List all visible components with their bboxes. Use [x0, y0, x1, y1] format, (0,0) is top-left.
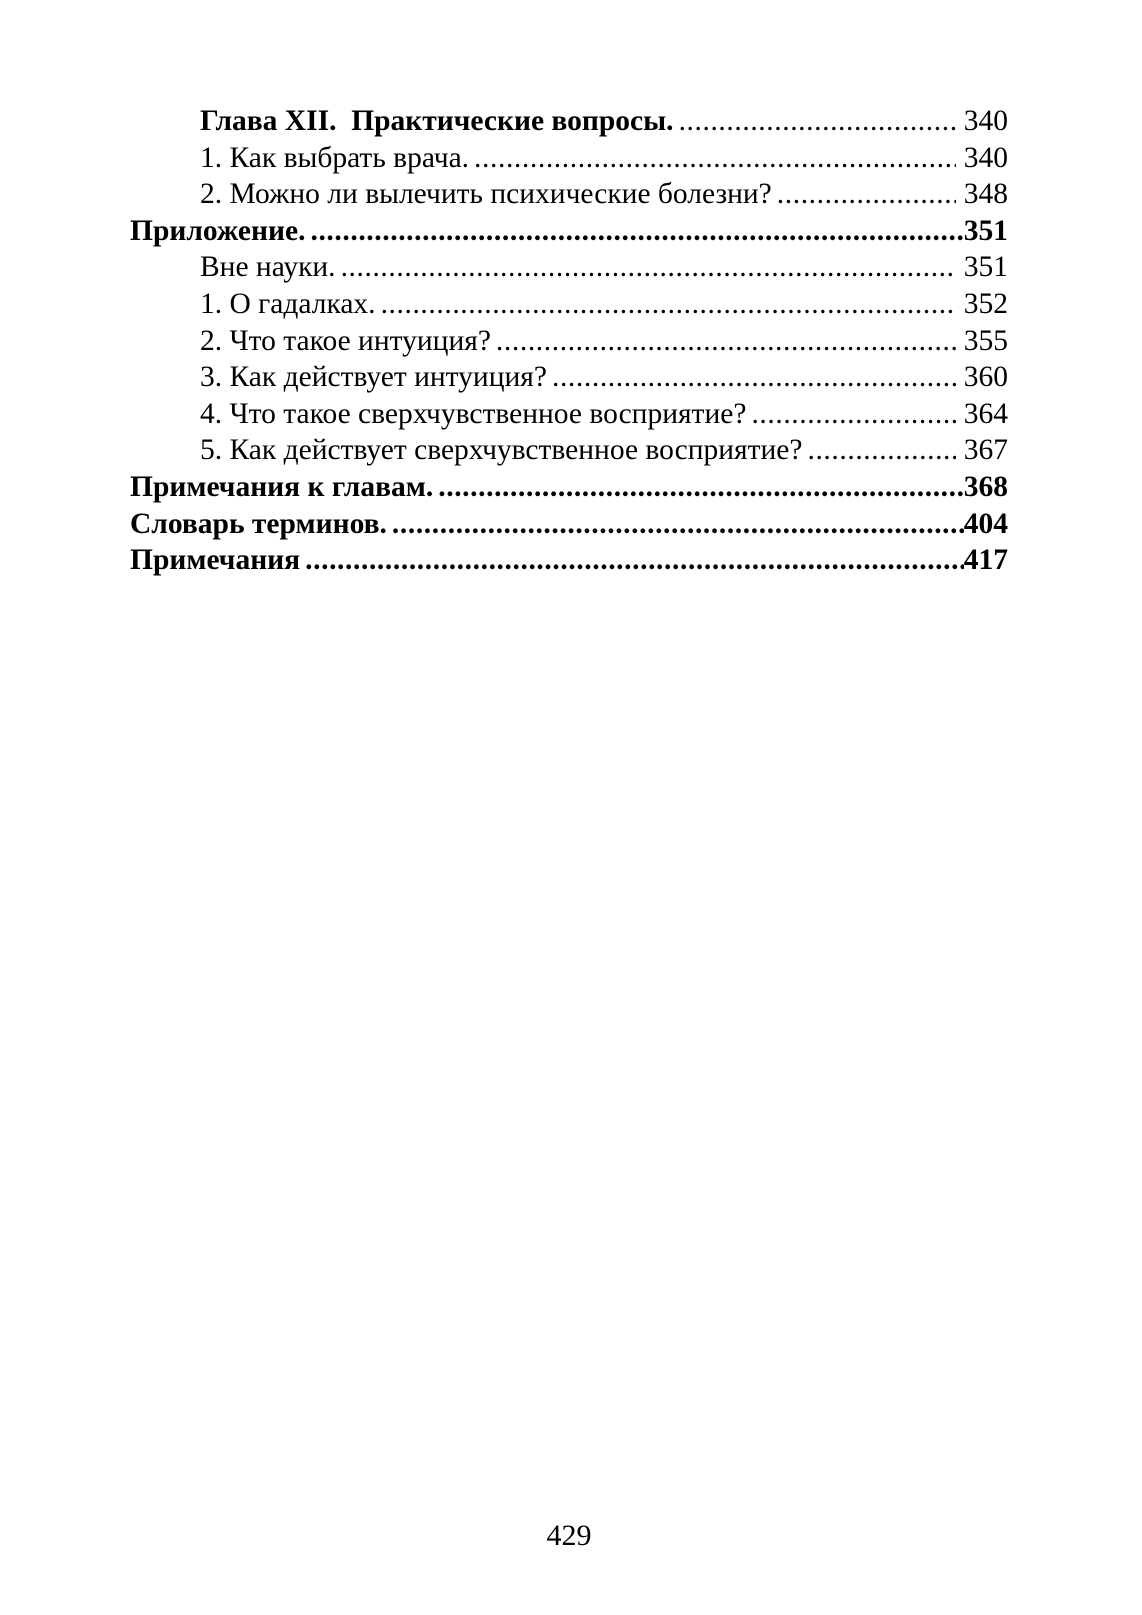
toc-entry-title: Вне науки.	[200, 251, 336, 284]
toc-leader-dots	[310, 213, 963, 250]
toc-entry-title: Приложение.	[130, 214, 306, 247]
toc-entry-title: 5. Как действует сверхчувственное восприятие?	[200, 434, 803, 467]
toc-leader-dots	[305, 542, 964, 579]
toc-leader-dots	[777, 176, 956, 213]
toc-entry-page: 355	[963, 324, 1008, 357]
toc-entry	[130, 249, 1008, 286]
toc-entry-title: Словарь терминов.	[130, 507, 387, 540]
toc-entry-title: 1. О гадалках.	[200, 287, 376, 320]
toc-entry	[130, 432, 1008, 469]
toc-entry-title: Примечания	[130, 544, 301, 577]
toc-entry-title: 4. Что такое сверхчувственное восприятие?	[200, 397, 747, 430]
toc-entry	[130, 176, 1008, 213]
toc-entry-page: 364	[963, 397, 1008, 430]
toc-leader-dots	[474, 140, 956, 177]
toc-leader-dots	[381, 286, 956, 323]
toc-entry-title: Глава XII. Практические вопросы.	[200, 105, 674, 137]
toc-entry-page: 340	[963, 105, 1008, 137]
toc-entry-title: Примечания к главам.	[130, 470, 434, 503]
toc-entry	[130, 506, 1008, 543]
toc-leader-dots	[392, 506, 964, 543]
toc-entry	[130, 323, 1008, 360]
toc-entry-page: 368	[963, 470, 1008, 503]
toc-entry	[130, 469, 1008, 506]
toc-entry	[130, 140, 1008, 177]
toc-entry-title: 2. Можно ли вылечить психические болезни?	[200, 178, 772, 211]
toc-leader-dots	[751, 396, 955, 433]
toc-entry	[130, 213, 1008, 250]
toc-entry-page: 348	[963, 178, 1008, 211]
toc-entry	[130, 286, 1008, 323]
toc-leader-dots	[552, 359, 956, 396]
toc-entry-page: 351	[963, 214, 1008, 247]
toc-leader-dots	[679, 103, 956, 140]
toc-entry	[130, 396, 1008, 433]
toc-entry	[130, 542, 1008, 579]
table-of-contents	[130, 103, 1008, 579]
toc-entry	[130, 103, 1008, 140]
toc-leader-dots	[341, 249, 956, 286]
toc-entry-page: 404	[963, 507, 1008, 540]
toc-entry-page: 367	[963, 434, 1008, 467]
toc-entry-page: 417	[963, 544, 1008, 577]
toc-entry-page: 351	[963, 251, 1008, 284]
toc-leader-dots	[496, 323, 956, 360]
toc-entry-page: 352	[963, 287, 1008, 320]
toc-entry-title: 3. Как действует интуиция?	[200, 361, 547, 394]
toc-entry-page: 360	[963, 361, 1008, 394]
toc-entry	[130, 359, 1008, 396]
toc-entry-page: 340	[963, 141, 1008, 174]
toc-leader-dots	[807, 432, 955, 469]
toc-entry-title: 2. Что такое интуиция?	[200, 324, 491, 357]
page-number: 429	[546, 1519, 592, 1552]
toc-leader-dots	[438, 469, 964, 506]
toc-entry-title: 1. Как выбрать врача.	[200, 141, 470, 174]
